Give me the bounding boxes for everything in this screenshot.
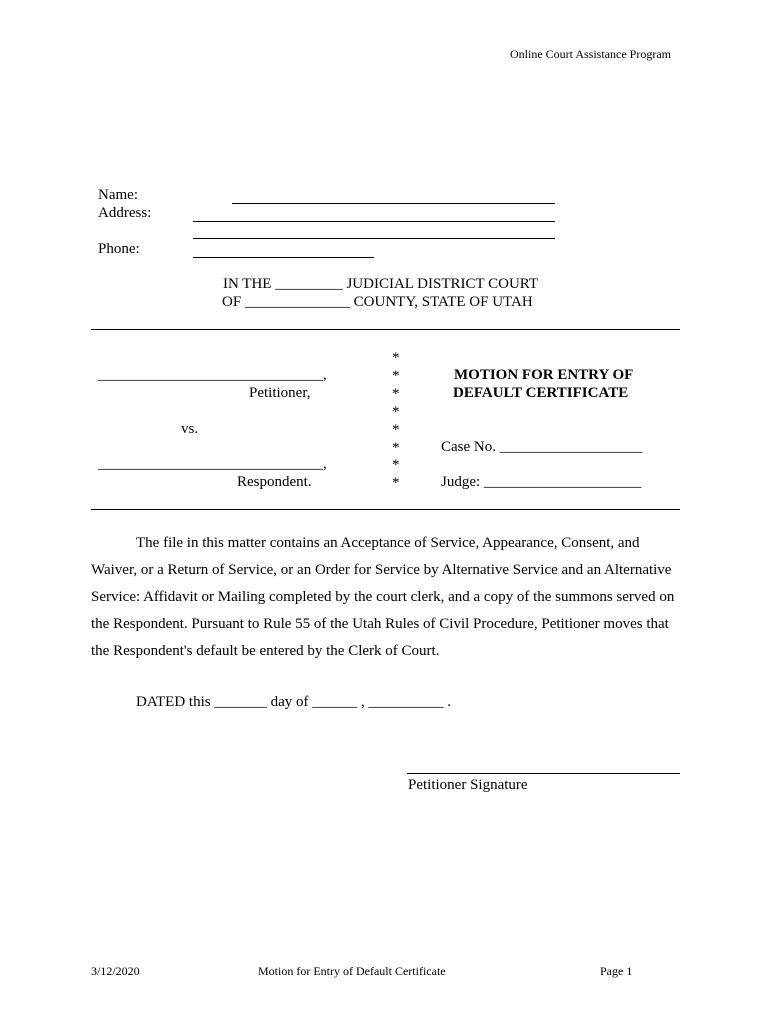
caption-bottom-divider bbox=[91, 509, 680, 510]
phone-field-line[interactable] bbox=[193, 257, 374, 258]
caption-star: * bbox=[392, 386, 400, 402]
caption-star: * bbox=[392, 440, 400, 456]
motion-title-line-1: MOTION FOR ENTRY OF bbox=[454, 367, 634, 383]
caption-star: * bbox=[392, 475, 400, 491]
address-field-line-2[interactable] bbox=[193, 238, 555, 239]
name-label: Name: bbox=[98, 187, 138, 203]
phone-label: Phone: bbox=[98, 241, 140, 257]
dated-line[interactable]: DATED this _______ day of ______ , __________ . bbox=[136, 694, 451, 710]
program-header: Online Court Assistance Program bbox=[510, 47, 671, 61]
footer-title: Motion for Entry of Default Certificate bbox=[258, 964, 446, 978]
caption-star: * bbox=[392, 404, 400, 420]
name-field-line[interactable] bbox=[232, 203, 555, 204]
court-line-1: IN THE _________ JUDICIAL DISTRICT COURT bbox=[223, 276, 539, 292]
petitioner-name-blank[interactable]: ______________________________, bbox=[98, 367, 327, 383]
address-label: Address: bbox=[98, 205, 152, 221]
vs-label: vs. bbox=[181, 421, 199, 437]
signature-line[interactable] bbox=[407, 773, 680, 774]
motion-body-paragraph: The file in this matter contains an Acceptance of Service, Appearance, Consent, and Waiver, or a Return of Service, or an Order for Service by Alternative Service and an Alternative Service: Affidavit or Mailing completed by the court clerk, and a copy of the summons served on the Respondent. Pursuant to Rule 55 of the Utah Rules of Civil Procedure, Petitioner moves that the Respondent's default be entered by the Clerk of Court. bbox=[91, 535, 675, 659]
signature-label: Petitioner Signature bbox=[408, 777, 528, 793]
case-number-field[interactable]: Case No. ___________________ bbox=[441, 439, 643, 455]
respondent-name-blank[interactable]: ______________________________, bbox=[98, 456, 327, 472]
respondent-label: Respondent. bbox=[237, 474, 312, 490]
caption-top-divider bbox=[91, 329, 680, 330]
motion-title-line-2: DEFAULT CERTIFICATE bbox=[453, 385, 629, 401]
caption-star: * bbox=[392, 350, 400, 366]
judge-field[interactable]: Judge: _____________________ bbox=[441, 474, 642, 490]
address-field-line-1[interactable] bbox=[193, 221, 555, 222]
court-line-2: OF ______________ COUNTY, STATE OF UTAH bbox=[222, 294, 533, 310]
caption-star: * bbox=[392, 457, 400, 473]
petitioner-label: Petitioner, bbox=[249, 385, 311, 401]
footer-date: 3/12/2020 bbox=[91, 964, 140, 978]
caption-star: * bbox=[392, 368, 400, 384]
footer-page-number: Page 1 bbox=[600, 964, 633, 978]
caption-star: * bbox=[392, 422, 400, 438]
